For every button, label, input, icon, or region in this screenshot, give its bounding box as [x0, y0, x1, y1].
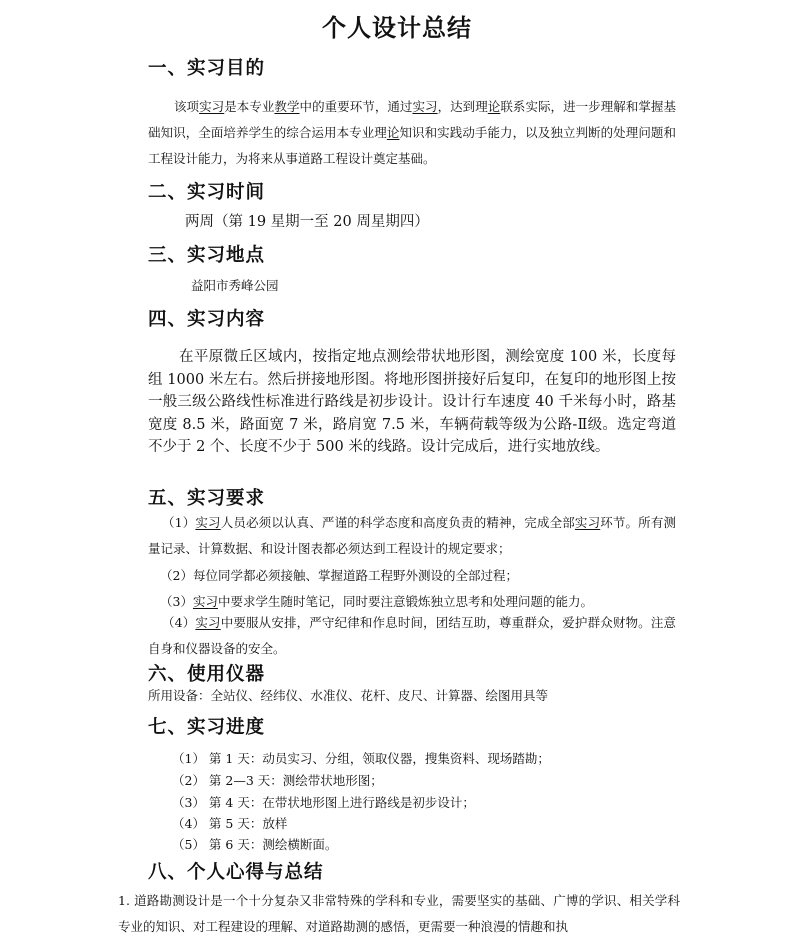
- heading-time: 二、实习时间: [148, 182, 266, 203]
- heading-location: 三、实习地点: [148, 245, 266, 266]
- schedule-item: （4） 第 5 天：放样: [172, 816, 288, 831]
- link-internship-5[interactable]: 实习: [192, 594, 218, 609]
- link-teaching[interactable]: 教学: [274, 99, 300, 114]
- link-internship-2[interactable]: 实习: [412, 99, 438, 114]
- paragraph-summary: 1. 道路勘测设计是一个十分复杂又非常特殊的学科和专业，需要坚实的基础、广博的学识、相关学科专业的知识、对工程建设的理解、对道路勘测的感悟，更需要一种浪漫的情趣和执: [118, 893, 680, 934]
- heading-summary: 八、个人心得与总结: [148, 862, 324, 883]
- heading-purpose: 一、实习目的: [148, 58, 266, 79]
- schedule-item: （3） 第 4 天：在带状地形图上进行路线是初步设计；: [172, 795, 475, 810]
- requirement-2: （2）每位同学都必须接触、掌握道路工程野外测设的全部过程；: [160, 568, 518, 583]
- link-internship-6[interactable]: 实习: [195, 615, 221, 630]
- link-internship-4[interactable]: 实习: [574, 515, 601, 530]
- heading-content: 四、实习内容: [148, 309, 266, 330]
- internship-time-text: 两周（第 19 星期一至 20 周星期四）: [185, 214, 429, 230]
- link-theory-2[interactable]: 论: [386, 125, 400, 140]
- schedule-item: （5） 第 6 天：测绘横断面。: [172, 837, 338, 852]
- schedule-item: （1） 第 1 天：动员实习、分组，领取仪器，搜集资料、现场踏勘；: [172, 751, 550, 766]
- link-internship-1[interactable]: 实习: [199, 99, 225, 114]
- schedule-item: （2） 第 2—3 天：测绘带状地形图；: [172, 773, 383, 788]
- requirement-1: （1）实习人员必须以认真、严谨的科学态度和高度负责的精神，完成全部实习环节。所有测量记录、计算数据、和设计图表都必须达到工程设计的规定要求；: [148, 515, 676, 556]
- heading-instruments: 六、使用仪器: [148, 664, 266, 685]
- paragraph-content: 在平原微丘区域内，按指定地点测绘带状地形图，测绘宽度 100 米，长度每组 1000 米左右。然后拼接地形图。将地形图拼接好后复印，在复印的地形图上按一般三级公路线性标准进行路线是初步设计。设计行车速度 40 千米每小时，路基宽度 8.5 米，路面宽 7 米，路肩宽 7.5 米，车辆荷载等级为公路-Ⅱ级。选定弯道不少于 2 个、长度不少于 500 米的线路。设计完成后，进行实地放线。: [148, 349, 676, 456]
- requirement-3: （3）实习中要求学生随时笔记，同时要注意锻炼独立思考和处理问题的能力。: [160, 594, 593, 609]
- instruments-text: 所用设备：全站仪、经纬仪、水准仪、花杆、皮尺、计算器、绘图用具等: [148, 688, 549, 703]
- link-theory-1[interactable]: 论: [487, 99, 501, 114]
- heading-requirements: 五、实习要求: [148, 488, 266, 509]
- link-internship-3[interactable]: 实习: [195, 515, 221, 530]
- requirement-4: （4）实习中要服从安排，严守纪律和作息时间，团结互助，尊重群众，爱护群众财物。注意自身和仪器设备的安全。: [148, 615, 676, 656]
- paragraph-purpose: 该项实习是本专业教学中的重要环节，通过实习，达到理论联系实际，进一步理解和掌握基础知识，全面培养学生的综合运用本专业理论知识和实践动手能力，以及独立判断的处理问题和工程设计能力，为将来从事道路工程设计奠定基础。: [148, 99, 676, 166]
- internship-location-text: 益阳市秀峰公园: [191, 278, 279, 293]
- heading-schedule: 七、实习进度: [148, 717, 266, 738]
- document-title: 个人设计总结: [322, 14, 472, 42]
